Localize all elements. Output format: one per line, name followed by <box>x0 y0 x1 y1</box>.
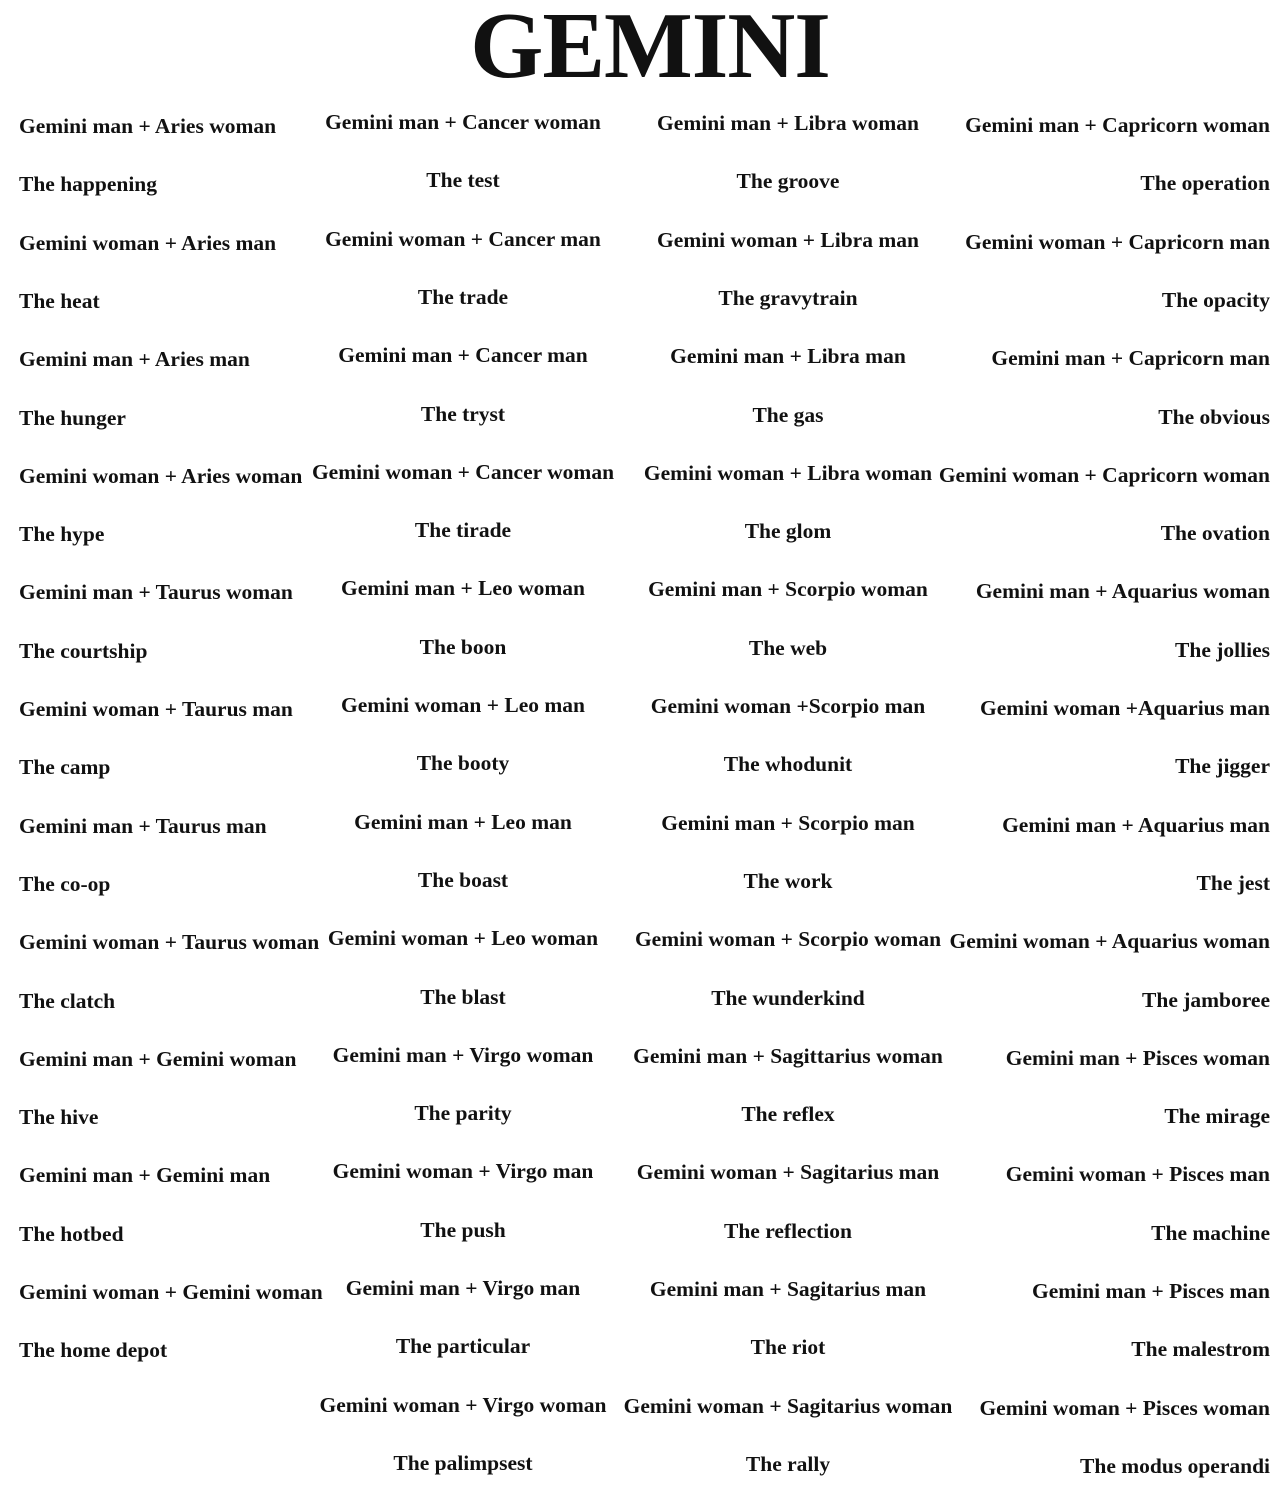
pairing-label: Gemini woman + Cancer woman <box>311 459 615 484</box>
pairing-nickname: The heat <box>19 288 100 313</box>
pairing-nickname: The reflection <box>724 1218 852 1243</box>
pairing-nickname: The co-op <box>19 871 111 896</box>
pairing-label: Gemini woman + Aquarius woman <box>949 929 1270 954</box>
pairing-nickname: The rally <box>745 1451 831 1476</box>
pairing-nickname: The clatch <box>19 988 116 1013</box>
pairing-label: Gemini woman + Capricorn man <box>965 229 1270 254</box>
pairing-nickname: The tirade <box>414 518 512 543</box>
pairing-nickname: The jamboree <box>1142 987 1270 1012</box>
pairing-label: Gemini woman + Capricorn woman <box>938 462 1270 487</box>
pairing-nickname: The modus operandi <box>1080 1453 1270 1478</box>
pairing-label: Gemini man + Leo man <box>354 809 572 834</box>
pairing-nickname: The home depot <box>19 1338 168 1363</box>
pairing-nickname: The blast <box>420 984 506 1009</box>
pairing-label: Gemini man + Sagitarius man <box>649 1277 927 1301</box>
pairing-label: Gemini woman + Libra man <box>657 227 919 252</box>
pairing-label: Gemini woman + Scorpio woman <box>634 927 942 952</box>
pairing-nickname: The booty <box>416 751 510 776</box>
pairing-label: Gemini woman + Virgo woman <box>319 1392 607 1417</box>
pairing-label: Gemini woman + Leo man <box>341 693 585 717</box>
pairing-nickname: The hunger <box>19 405 126 430</box>
pairing-nickname: The operation <box>1140 171 1270 196</box>
pairing-label: Gemini woman +Scorpio man <box>650 694 926 718</box>
pairing-label: Gemini woman + Pisces man <box>1005 1162 1270 1187</box>
pairing-label: Gemini woman + Sagitarius man <box>636 1160 940 1185</box>
pairing-label: Gemini man + Leo woman <box>341 576 585 601</box>
pairing-label: Gemini man + Virgo man <box>345 1276 581 1300</box>
pairing-nickname: The tryst <box>420 401 506 426</box>
pairing-label: Gemini man + Pisces man <box>1032 1279 1270 1303</box>
pairing-label: Gemini woman + Libra woman <box>643 460 933 485</box>
pairing-nickname: The palimpsest <box>393 1450 533 1475</box>
pairing-nickname: The happening <box>19 172 158 197</box>
pairing-label: Gemini man + Cancer man <box>338 343 588 368</box>
pairing-nickname: The reflex <box>741 1102 835 1127</box>
pairing-label: Gemini woman + Leo woman <box>327 926 599 951</box>
pairing-label: Gemini man + Scorpio woman <box>648 577 928 602</box>
pairing-label: Gemini man + Pisces woman <box>1005 1045 1270 1070</box>
pairing-nickname: The whodunit <box>723 752 853 777</box>
pairing-label: Gemini man + Aquarius woman <box>975 579 1270 604</box>
pairing-nickname: The web <box>748 635 828 660</box>
pairing-label: Gemini woman + Gemini woman <box>19 1280 323 1304</box>
pairing-nickname: The work <box>743 868 833 893</box>
pairing-label: Gemini woman + Sagitarius woman <box>623 1393 953 1418</box>
pairing-label: Gemini woman + Taurus woman <box>19 930 320 955</box>
pairing-label: Gemini woman + Aries man <box>19 230 277 255</box>
pairing-nickname: The jollies <box>1175 637 1270 662</box>
pairing-label: Gemini man + Scorpio man <box>661 810 915 835</box>
pairing-label: Gemini man + Aries woman <box>19 114 277 138</box>
pairing-label: Gemini woman + Pisces woman <box>979 1395 1270 1420</box>
pairing-label: Gemini woman +Aquarius man <box>980 696 1270 720</box>
pairing-nickname: The gas <box>752 402 824 427</box>
pairing-nickname: The wunderkind <box>711 985 865 1010</box>
pairing-nickname: The machine <box>1151 1220 1270 1245</box>
pairing-nickname: The parity <box>414 1101 512 1126</box>
pairing-nickname: The camp <box>19 755 111 780</box>
pairing-label: Gemini man + Taurus man <box>19 813 267 838</box>
pairing-nickname: The jigger <box>1175 754 1270 779</box>
pairing-label: Gemini man + Libra man <box>670 344 906 369</box>
pairing-nickname: The jest <box>1196 870 1270 895</box>
pairing-nickname: The trade <box>417 284 509 309</box>
pairing-label: Gemini man + Taurus woman <box>19 580 293 605</box>
pairing-nickname: The push <box>420 1217 506 1242</box>
page-title: GEMINI <box>470 0 830 98</box>
pairing-nickname: The particular <box>395 1334 531 1359</box>
pairing-nickname: The test <box>426 168 500 193</box>
pairing-nickname: The boon <box>419 634 507 659</box>
pairing-nickname: The courtship <box>19 638 148 663</box>
pairing-label: Gemini man + Libra woman <box>657 111 919 135</box>
pairing-label: Gemini man + Cancer woman <box>325 110 601 134</box>
pairing-label: Gemini man + Aquarius man <box>1002 812 1270 837</box>
pairing-label: Gemini man + Virgo woman <box>332 1042 594 1067</box>
pairing-label: Gemini man + Capricorn man <box>991 346 1270 371</box>
pairing-label: Gemini man + Capricorn woman <box>965 113 1270 137</box>
pairing-nickname: The malestrom <box>1131 1337 1270 1362</box>
pairing-label: Gemini woman + Cancer man <box>325 226 601 251</box>
pairing-label: Gemini man + Sagittarius woman <box>633 1043 943 1068</box>
pairing-nickname: The riot <box>750 1335 826 1360</box>
pairing-label: Gemini woman + Aries woman <box>19 463 303 488</box>
pairing-nickname: The glom <box>744 519 832 544</box>
pairing-nickname: The ovation <box>1160 521 1270 546</box>
pairing-nickname: The mirage <box>1164 1104 1270 1129</box>
pairing-nickname: The groove <box>736 169 840 194</box>
pairing-nickname: The gravytrain <box>718 285 858 310</box>
pairing-label: Gemini man + Aries man <box>19 347 250 372</box>
pairing-label: Gemini man + Gemini man <box>19 1163 271 1188</box>
pairing-nickname: The hotbed <box>19 1221 124 1246</box>
pairing-label: Gemini woman + Virgo man <box>332 1159 594 1184</box>
pairing-nickname: The obvious <box>1158 404 1270 429</box>
pairing-nickname: The hive <box>19 1105 99 1130</box>
pairing-label: Gemini man + Gemini woman <box>19 1046 297 1071</box>
pairing-label: Gemini woman + Taurus man <box>19 697 293 721</box>
pairing-nickname: The boast <box>417 867 509 892</box>
pairing-nickname: The opacity <box>1161 287 1270 312</box>
pairing-nickname: The hype <box>19 522 105 547</box>
